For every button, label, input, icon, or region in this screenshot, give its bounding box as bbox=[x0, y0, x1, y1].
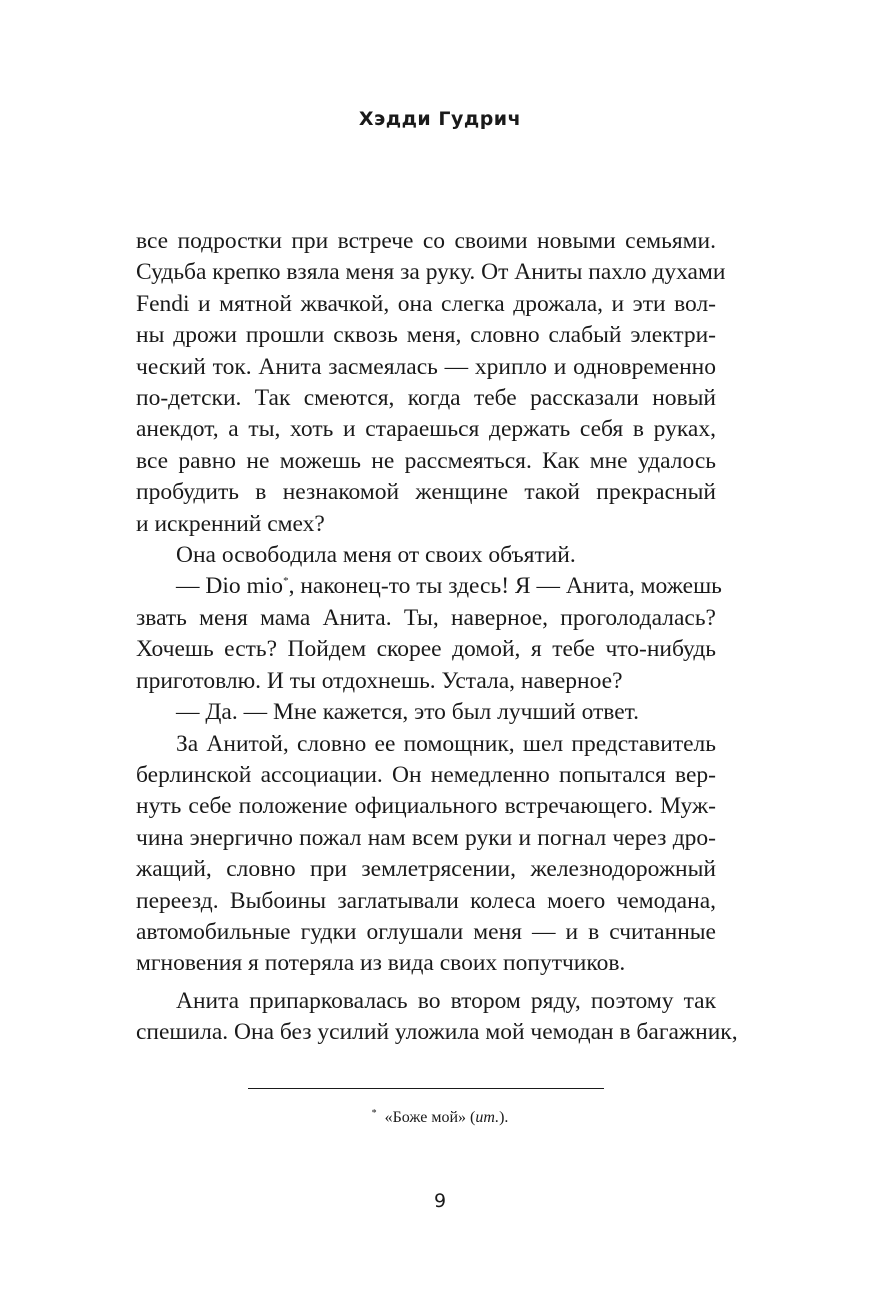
running-head: Хэдди Гудрич bbox=[358, 108, 522, 130]
text-line: по-детски. Так смеются, когда тебе рассказали новый bbox=[136, 385, 716, 412]
text-line: пробудить в незнакомой женщине такой прекрасный bbox=[136, 479, 716, 506]
text-line: переезд. Выбоины заглатывали колеса моего чемодана, bbox=[136, 887, 716, 914]
text-line: звать меня мама Анита. Ты, наверное, проголодалась? bbox=[136, 604, 716, 631]
footnote-mark: * bbox=[371, 1108, 377, 1119]
text-line-part: , наконец-то ты здесь! Я — Анита, можешь bbox=[288, 573, 722, 600]
text-line: Хочешь есть? Пойдем скорее домой, я тебе что-нибудь bbox=[136, 636, 716, 663]
text-line: Fendi и мятной жвачкой, она слегка дрожала, и эти вол- bbox=[136, 290, 716, 317]
body-text bbox=[136, 226, 738, 1049]
text-line: приготовлю. И ты отдохнешь. Устала, наверное? bbox=[136, 667, 623, 694]
text-line: и искренний смех? bbox=[136, 510, 325, 537]
text-line: спешила. Она без усилий уложила мой чемодан в багажник, bbox=[136, 1019, 738, 1046]
page-number: 9 bbox=[433, 1190, 447, 1212]
text-line: За Анитой, словно ее помощник, шел представитель bbox=[176, 730, 716, 757]
text-line: Она освободила меня от своих объятий. bbox=[176, 542, 576, 569]
text-line: ческий ток. Анита засмеялась — хрипло и одновременно bbox=[136, 353, 716, 380]
text-line: анекдот, а ты, хоть и стараешься держать себя в руках, bbox=[136, 416, 716, 443]
text-line: чина энергично пожал нам всем руки и погнал через дро- bbox=[136, 824, 716, 851]
footnote bbox=[0, 1108, 880, 1127]
text-line: берлинской ассоциации. Он немедленно попытался вер- bbox=[136, 761, 716, 788]
text-line: Анита припарковалась во втором ряду, поэтому так bbox=[176, 987, 716, 1014]
text-line: ны дрожи прошли сквозь меня, словно слабый электри- bbox=[136, 322, 716, 349]
text-line: все равно не можешь не рассмеяться. Как мне удалось bbox=[136, 447, 716, 474]
footnote-language: ит. bbox=[475, 1109, 500, 1126]
text-line-part: — Dio mio bbox=[176, 573, 284, 600]
text-line: все подростки при встрече со своими новыми семьями. bbox=[136, 228, 716, 254]
footnote-divider bbox=[248, 1088, 604, 1089]
text-line: нуть себе положение официального встречающего. Муж- bbox=[136, 793, 716, 820]
footnote-text-end: ). bbox=[499, 1109, 509, 1126]
text-line: мгновения я потеряла из вида своих попутчиков. bbox=[136, 950, 626, 977]
footnote-reference[interactable]: * bbox=[283, 575, 289, 588]
text-line: — Да. — Мне кажется, это был лучший ответ. bbox=[176, 699, 640, 726]
text-line: автомобильные гудки оглушали меня — и в считанные bbox=[136, 918, 716, 945]
text-line: Судьба крепко взяла меня за руку. От Аниты пахло духами bbox=[136, 259, 726, 286]
text-line bbox=[136, 571, 722, 602]
footnote-text: «Боже мой» ( bbox=[384, 1109, 476, 1126]
text-line: жащий, словно при землетрясении, железнодорожный bbox=[136, 856, 716, 883]
